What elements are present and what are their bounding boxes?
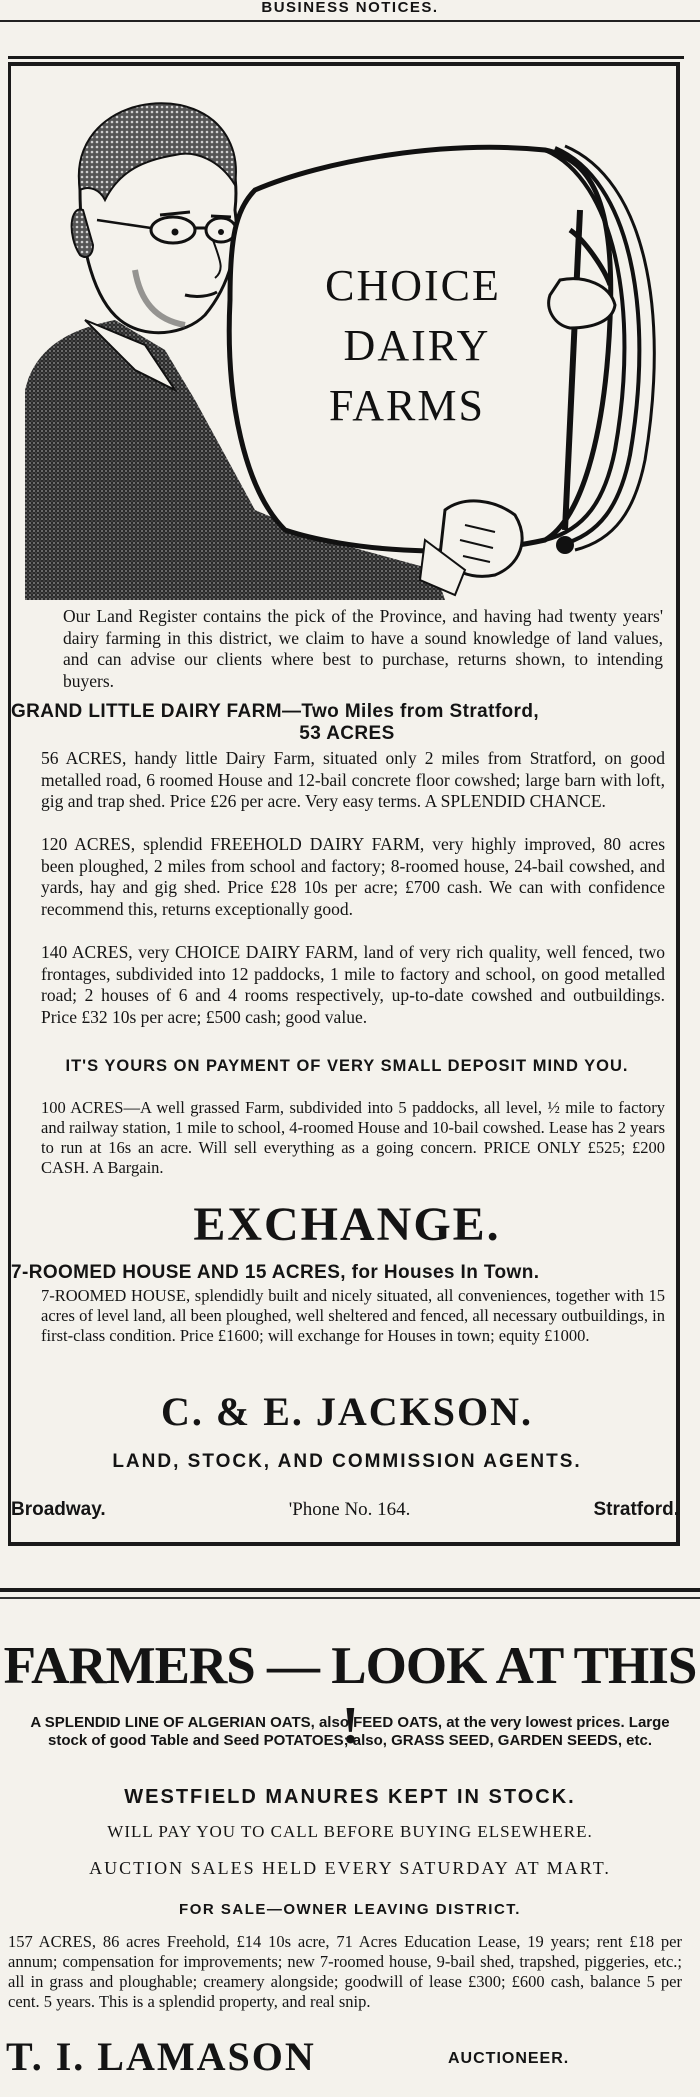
listing-157-acres: 157 ACRES, 86 acres Freehold, £14 10s acre, 71 Acres Education Lease, 19 years; rent £18 per annum; compensation for improvements; new 7-roomed house, 9-bail shed, trapshed, piggeries, etc.; all in grass and ploughable; creamery alongside; goodwill of lease £300; £600 cash, balance 5 per cent. 5 years. This is a splendid property, and real snip. (8, 1932, 682, 2011)
listing-100-acres: 100 ACRES—A well grassed Farm, subdivided into 5 paddocks, all level, ½ mile to factory and railway station, 1 mile to school, 4-roomed House and 10-bail cowshed. Lease has 2 years to run at 16s an acre. Will sell everything as a going concern. PRICE ONLY £525; £200 CASH. A Bargain. (41, 1098, 665, 1177)
section-header: BUSINESS NOTICES. (0, 0, 700, 22)
exchange-subheading: 7-ROOMED HOUSE AND 15 ACRES, for Houses In Town. (11, 1262, 540, 1283)
grand-heading (11, 701, 683, 745)
will-pay-line: WILL PAY YOU TO CALL BEFORE BUYING ELSEWHERE. (107, 1822, 593, 1841)
firm-subtitle: LAND, STOCK, AND COMMISSION AGENTS. (112, 1451, 582, 1472)
ad-separator-thin (0, 1597, 700, 1599)
auctioneer-title: AUCTIONEER. (448, 2050, 570, 2067)
phone-number: 'Phone No. 164. (288, 1499, 411, 1520)
grand-dairy-heading: GRAND LITTLE DAIRY FARM—Two Miles from Stratford, (11, 701, 540, 722)
auction-line: AUCTION SALES HELD EVERY SATURDAY AT MART. (89, 1858, 611, 1878)
intro-paragraph: Our Land Register contains the pick of the Province, and having had twenty years' dairy farming in this district, we claim to have a sound knowledge of land values, and can advise our clients where best to purchase, returns shown, to intending buyers. (63, 606, 663, 691)
listing-120-acres: 120 ACRES, splendid FREEHOLD DAIRY FARM, very highly improved, 80 acres been ploughed, 2 miles from school and factory; 8-roomed house, 24-bail cowshed, and yards, hay and gig shed. Price £28 10s per acre; £700 cash. We can with confidence recommend this, returns exceptionally good. (41, 834, 665, 919)
firm-name: C. & E. JACKSON. (160, 1389, 534, 1434)
exchange-heading: EXCHANGE. (193, 1198, 501, 1251)
ad-separator (0, 1588, 700, 1592)
sign-line-3: FARMS (329, 381, 485, 430)
listing-56-acres: 56 ACRES, handy little Dairy Farm, situated only 2 miles from Stratford, on good metalled road, 6 roomed House and 12-bail concrete floor cowshed; large barn with loft, gig and trap shed. Price £26 per acre. Very easy terms. A SPLENDID CHANCE. (41, 748, 665, 811)
for-sale-line: FOR SALE—OWNER LEAVING DISTRICT. (179, 1901, 521, 1918)
sign-line-1: CHOICE (325, 261, 501, 310)
exchange-paragraph: 7-ROOMED HOUSE, splendidly built and nicely situated, all conveniences, together with 15 acres of level land, all been ploughed, well sheltered and fenced, all necessary outbuildings, in first-class condition. Price £1600; will exchange for Houses in town; equity £1000. (41, 1286, 665, 1345)
address-left: Broadway. (11, 1499, 106, 1520)
man-holding-sign-illustration (25, 70, 665, 600)
auctioneer-name: T. I. LAMASON (6, 2034, 316, 2079)
deposit-heading: IT'S YOURS ON PAYMENT OF VERY SMALL DEPOSIT MIND YOU. (65, 1057, 629, 1075)
ad-top-rule (8, 56, 684, 59)
contact-row (11, 1499, 683, 1521)
manures-line: WESTFIELD MANURES KEPT IN STOCK. (124, 1786, 576, 1808)
farmers-headline: FARMERS — LOOK AT THIS ! (3, 1637, 697, 1755)
sign-line-2: DAIRY (343, 321, 491, 370)
address-right: Stratford. (593, 1499, 679, 1520)
auctioneer-row (0, 2032, 700, 2082)
listing-140-acres: 140 ACRES, very CHOICE DAIRY FARM, land of very rich quality, well fenced, two frontages, subdivided into 12 paddocks, 1 mile to factory and school, on good metalled road; 2 houses of 6 and 4 rooms respectively, up-to-date cowshed and outbuildings. Price £32 10s per acre; £500 cash; good value. (41, 942, 665, 1027)
grand-dairy-subheading: 53 ACRES (299, 723, 395, 744)
oats-paragraph: A SPLENDID LINE OF ALGERIAN OATS, also FEED OATS, at the very lowest prices. Large stock of good Table and Seed POTATOES; also, GRASS SEED, GARDEN SEEDS, etc. (30, 1714, 670, 1749)
jackson-advertisement (8, 62, 680, 1546)
